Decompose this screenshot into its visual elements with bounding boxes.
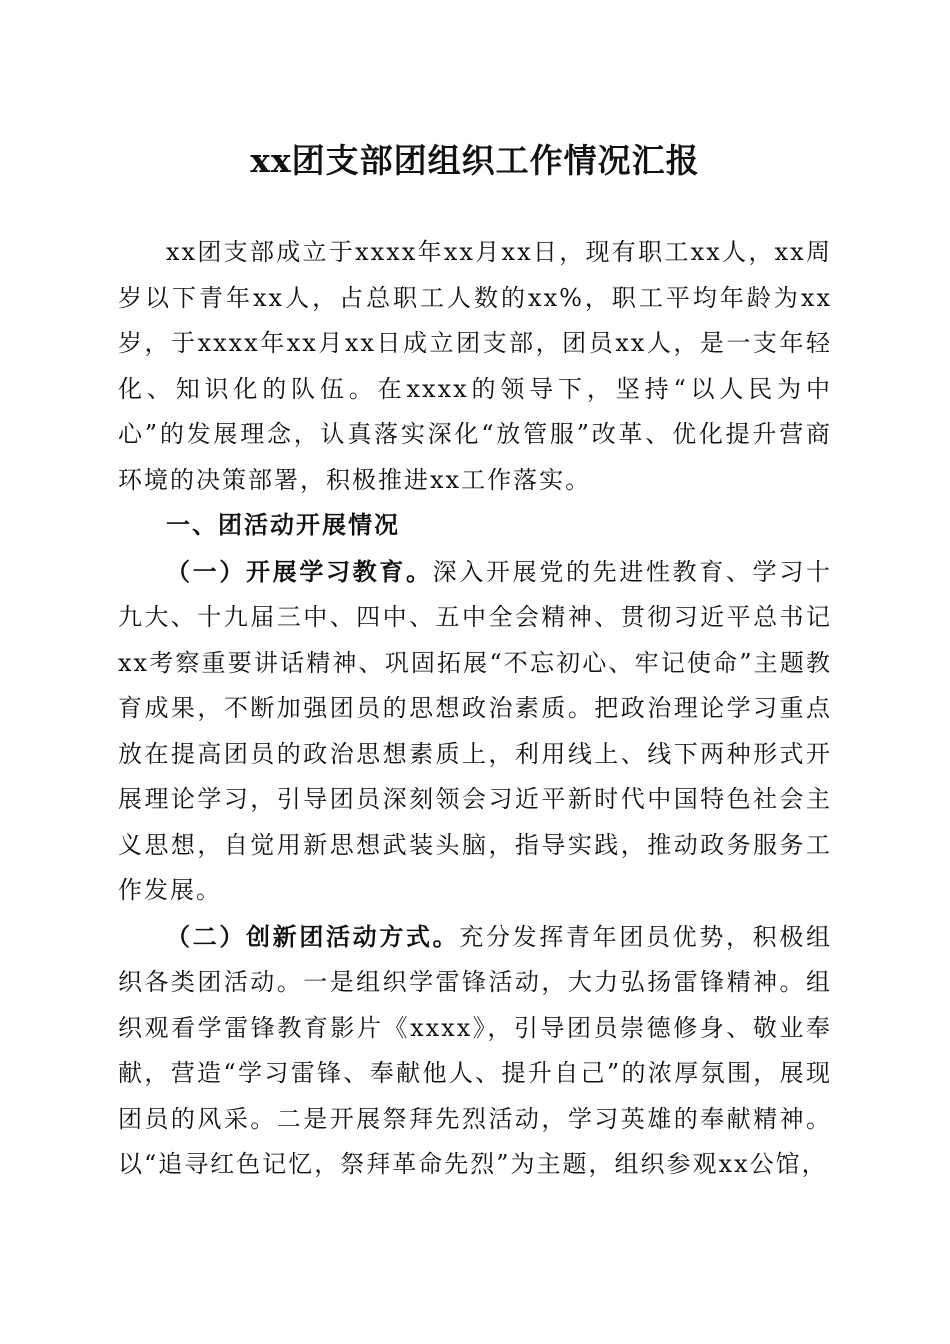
item-lead: （二）创新团活动方式。 bbox=[166, 921, 460, 951]
item-text: 深入开展党的先进性教育、学习十九大、十九届三中、四中、五中全会精神、贯彻习近平总书记xx考察重要讲话精神、巩固拓展“不忘初心、牢记使命”主题教育成果，不断加强团员的思想政治素质。把政治理论学习重点放在提高团员的政治思想素质上，利用线上、线下两种形式开展理论学习，引导团员深刻领会习近平新时代中国特色社会主义思想，自觉用新思想武装头脑，指导实践，推动政务服务工作发展。 bbox=[118, 557, 833, 904]
section-heading: 一、团活动开展情况 bbox=[166, 511, 400, 539]
document-body bbox=[118, 230, 832, 1188]
item-lead: （一）开展学习教育。 bbox=[166, 556, 433, 586]
document-title: xx团支部团组织工作情况汇报 bbox=[250, 141, 700, 180]
intro-paragraph: xx团支部成立于xxxx年xx月xx日，现有职工xx人，xx周岁以下青年xx人，占总职工人数的xx%，职工平均年龄为xx岁，于xxxx年xx月xx日成立团支部，团员xx人，是一支年轻化、知识化的队伍。在xxxx的领导下，坚持“以人民为中心”的发展理念，认真落实深化“放管服”改革、优化提升营商环境的决策部署，积极推进xx工作落实。 bbox=[118, 238, 832, 494]
section-item-paragraph bbox=[118, 549, 832, 914]
section-item-paragraph bbox=[118, 914, 832, 1188]
item-text: 充分发挥青年团员优势，积极组织各类团活动。一是组织学雷锋活动，大力弘扬雷锋精神。组织观看学雷锋教育影片《xxxx》，引导团员崇德修身、敬业奉献，营造“学习雷锋、奉献他人、提升自己”的浓厚氛围，展现团员的风采。二是开展祭拜先烈活动，学习英雄的奉献精神。以“追寻红色记忆，祭拜革命先烈”为主题，组织参观xx公馆， bbox=[118, 922, 833, 1178]
